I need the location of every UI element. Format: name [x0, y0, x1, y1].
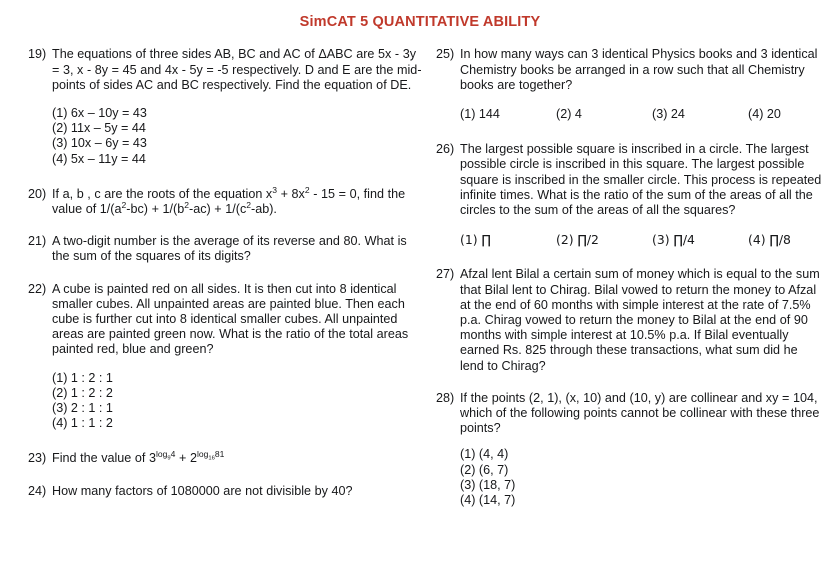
question-20-number: 20)	[28, 186, 47, 201]
question-28-number: 28)	[436, 390, 455, 405]
option-4[interactable]: (4) ∏/8	[748, 232, 791, 248]
question-23-number: 23)	[28, 451, 47, 466]
question-24-number: 24)	[28, 483, 47, 498]
option-2[interactable]: (2) 4	[556, 107, 582, 121]
spacer	[436, 247, 824, 267]
q20-part-5: -ac) + 1/(c	[189, 202, 247, 217]
q20-exponent-1: 3	[272, 184, 277, 195]
question-27	[436, 267, 824, 373]
question-26	[436, 142, 824, 218]
option-3[interactable]: (3) 2 : 1 : 1	[52, 401, 113, 416]
question-19-options	[28, 106, 426, 167]
question-28-options	[436, 447, 824, 508]
q20-exponent-3: 2	[121, 199, 127, 210]
question-26-options	[436, 232, 824, 247]
q23-exponent-1	[156, 449, 176, 462]
question-25-number: 25)	[436, 47, 455, 62]
question-28	[436, 391, 824, 437]
spacer	[436, 374, 824, 391]
question-24	[28, 484, 426, 499]
spacer	[28, 167, 426, 187]
option-1[interactable]: (1) 1 : 2 : 1	[52, 370, 113, 385]
question-25-text: In how many ways can 3 identical Physics books and 3 identical Chemistry books be arranged in a row such that all Chemistry books are together?	[460, 47, 818, 92]
q23-log-base-2: 16	[208, 455, 215, 462]
spacer	[436, 122, 824, 142]
option-2[interactable]: (2) ∏/2	[556, 232, 599, 248]
q23-log-arg-2: 81	[214, 449, 225, 460]
spacer	[28, 467, 426, 484]
question-22-number: 22)	[28, 281, 47, 296]
right-column	[426, 47, 824, 508]
question-23-text	[52, 451, 426, 466]
q23-part-1: Find the value of 3	[52, 451, 157, 466]
question-19-text: The equations of three sides AB, BC and AC of ΔABC are 5x - 3y = 3, x - 8y = 45 and 4x - 5y = -5 respectively. D and E are the mid-points of sides AC and BC respectively. Find the equation of DE.	[52, 47, 422, 92]
spacer	[28, 265, 426, 282]
option-1[interactable]: (1) 144	[460, 107, 500, 121]
q23-log-1: log	[156, 449, 168, 460]
option-3[interactable]: (3) (18, 7)	[460, 477, 516, 492]
question-20	[28, 184, 426, 217]
question-21-text: A two-digit number is the average of its reverse and 80. What is the sum of the squares of its digits?	[52, 234, 407, 264]
q23-log-2: log	[196, 449, 209, 460]
question-26-number: 26)	[436, 142, 455, 157]
question-22-text: A cube is painted red on all sides. It is then cut into 8 identical smaller cubes. All unpainted areas are painted blue. Then each cube is further cut into 8 identical smaller cubes. All unpainted areas are painted green now. What is the ratio of the total areas painted red, blue and green?	[52, 281, 409, 357]
question-28-text: If the points (2, 1), (x, 10) and (10, y) are collinear and xy = 104, which of the following points cannot be collinear with these three points?	[460, 390, 820, 436]
option-2[interactable]: (2) 11x – 5y = 44	[52, 121, 146, 136]
question-27-number: 27)	[436, 267, 455, 282]
option-2[interactable]: (2) (6, 7)	[460, 462, 509, 477]
option-1[interactable]: (1) (4, 4)	[460, 447, 509, 462]
option-2[interactable]: (2) 1 : 2 : 2	[52, 385, 113, 400]
question-21-number: 21)	[28, 234, 47, 249]
q20-exponent-4: 2	[184, 199, 189, 210]
spacer	[28, 217, 426, 234]
option-4[interactable]: (4) 20	[748, 107, 781, 121]
question-27-text: Afzal lent Bilal a certain sum of money which is equal to the sum that Bilal lent to Chirag. Bilal vowed to return the money to Afzal at the end of 60 months with simple interest at the rate of 7.5% p.a. Chirag vowed to return the money to Bilal at the end of 90 months with simple interest at 10.5% p.a. If Bilal eventually earned Rs. 825 through these transactions, what sum did he lend to Chirag?	[460, 267, 820, 373]
spacer	[28, 431, 426, 451]
question-26-text: The largest possible square is inscribed in a circle. The largest possible circle is inscribed in this square. The largest possible square is inscribed in the smaller circle. This process is repeated infinite times. What is the ratio of the sum of the areas of all the circles to the sum of the areas of all the squares?	[460, 142, 822, 218]
question-19-number: 19)	[28, 47, 47, 62]
q20-exponent-5: 2	[246, 199, 252, 210]
question-21	[28, 234, 426, 264]
q20-part-6: -ab).	[251, 202, 277, 217]
page-title: SimCAT 5 QUANTITATIVE ABILITY	[299, 14, 541, 30]
option-3[interactable]: (3) 24	[652, 107, 685, 121]
option-1[interactable]: (1) ∏	[460, 232, 491, 248]
q23-part-2: + 2	[175, 451, 197, 466]
q20-exponent-2: 2	[304, 184, 310, 195]
q20-part-4: -bc) + 1/(b	[126, 202, 185, 217]
q23-log-arg-1: 4	[170, 449, 176, 460]
question-22	[28, 282, 426, 358]
question-20-text	[52, 184, 426, 217]
q23-log-base-1: 9	[167, 455, 171, 462]
question-19	[28, 47, 426, 93]
option-3[interactable]: (3) 10x – 6y = 43	[52, 136, 147, 151]
q20-part-1: If a, b , c are the roots of the equation x	[52, 186, 273, 201]
option-4[interactable]: (4) 5x – 11y = 44	[52, 151, 146, 166]
two-column-layout	[0, 31, 840, 508]
question-25-options	[436, 107, 824, 122]
option-1[interactable]: (1) 6x – 10y = 43	[52, 106, 147, 120]
question-22-options	[28, 371, 426, 432]
left-column	[28, 47, 426, 498]
q20-part-3: - 15 = 0, find the value of 1/(a	[52, 186, 406, 217]
question-25	[436, 47, 824, 93]
question-24-text: How many factors of 1080000 are not divisible by 40?	[52, 483, 353, 498]
question-23	[28, 451, 426, 466]
option-4[interactable]: (4) (14, 7)	[460, 493, 516, 508]
option-3[interactable]: (3) ∏/4	[652, 232, 695, 248]
option-4[interactable]: (4) 1 : 1 : 2	[52, 416, 113, 431]
q23-exponent-2	[196, 449, 225, 462]
q20-part-2: + 8x	[277, 186, 305, 201]
